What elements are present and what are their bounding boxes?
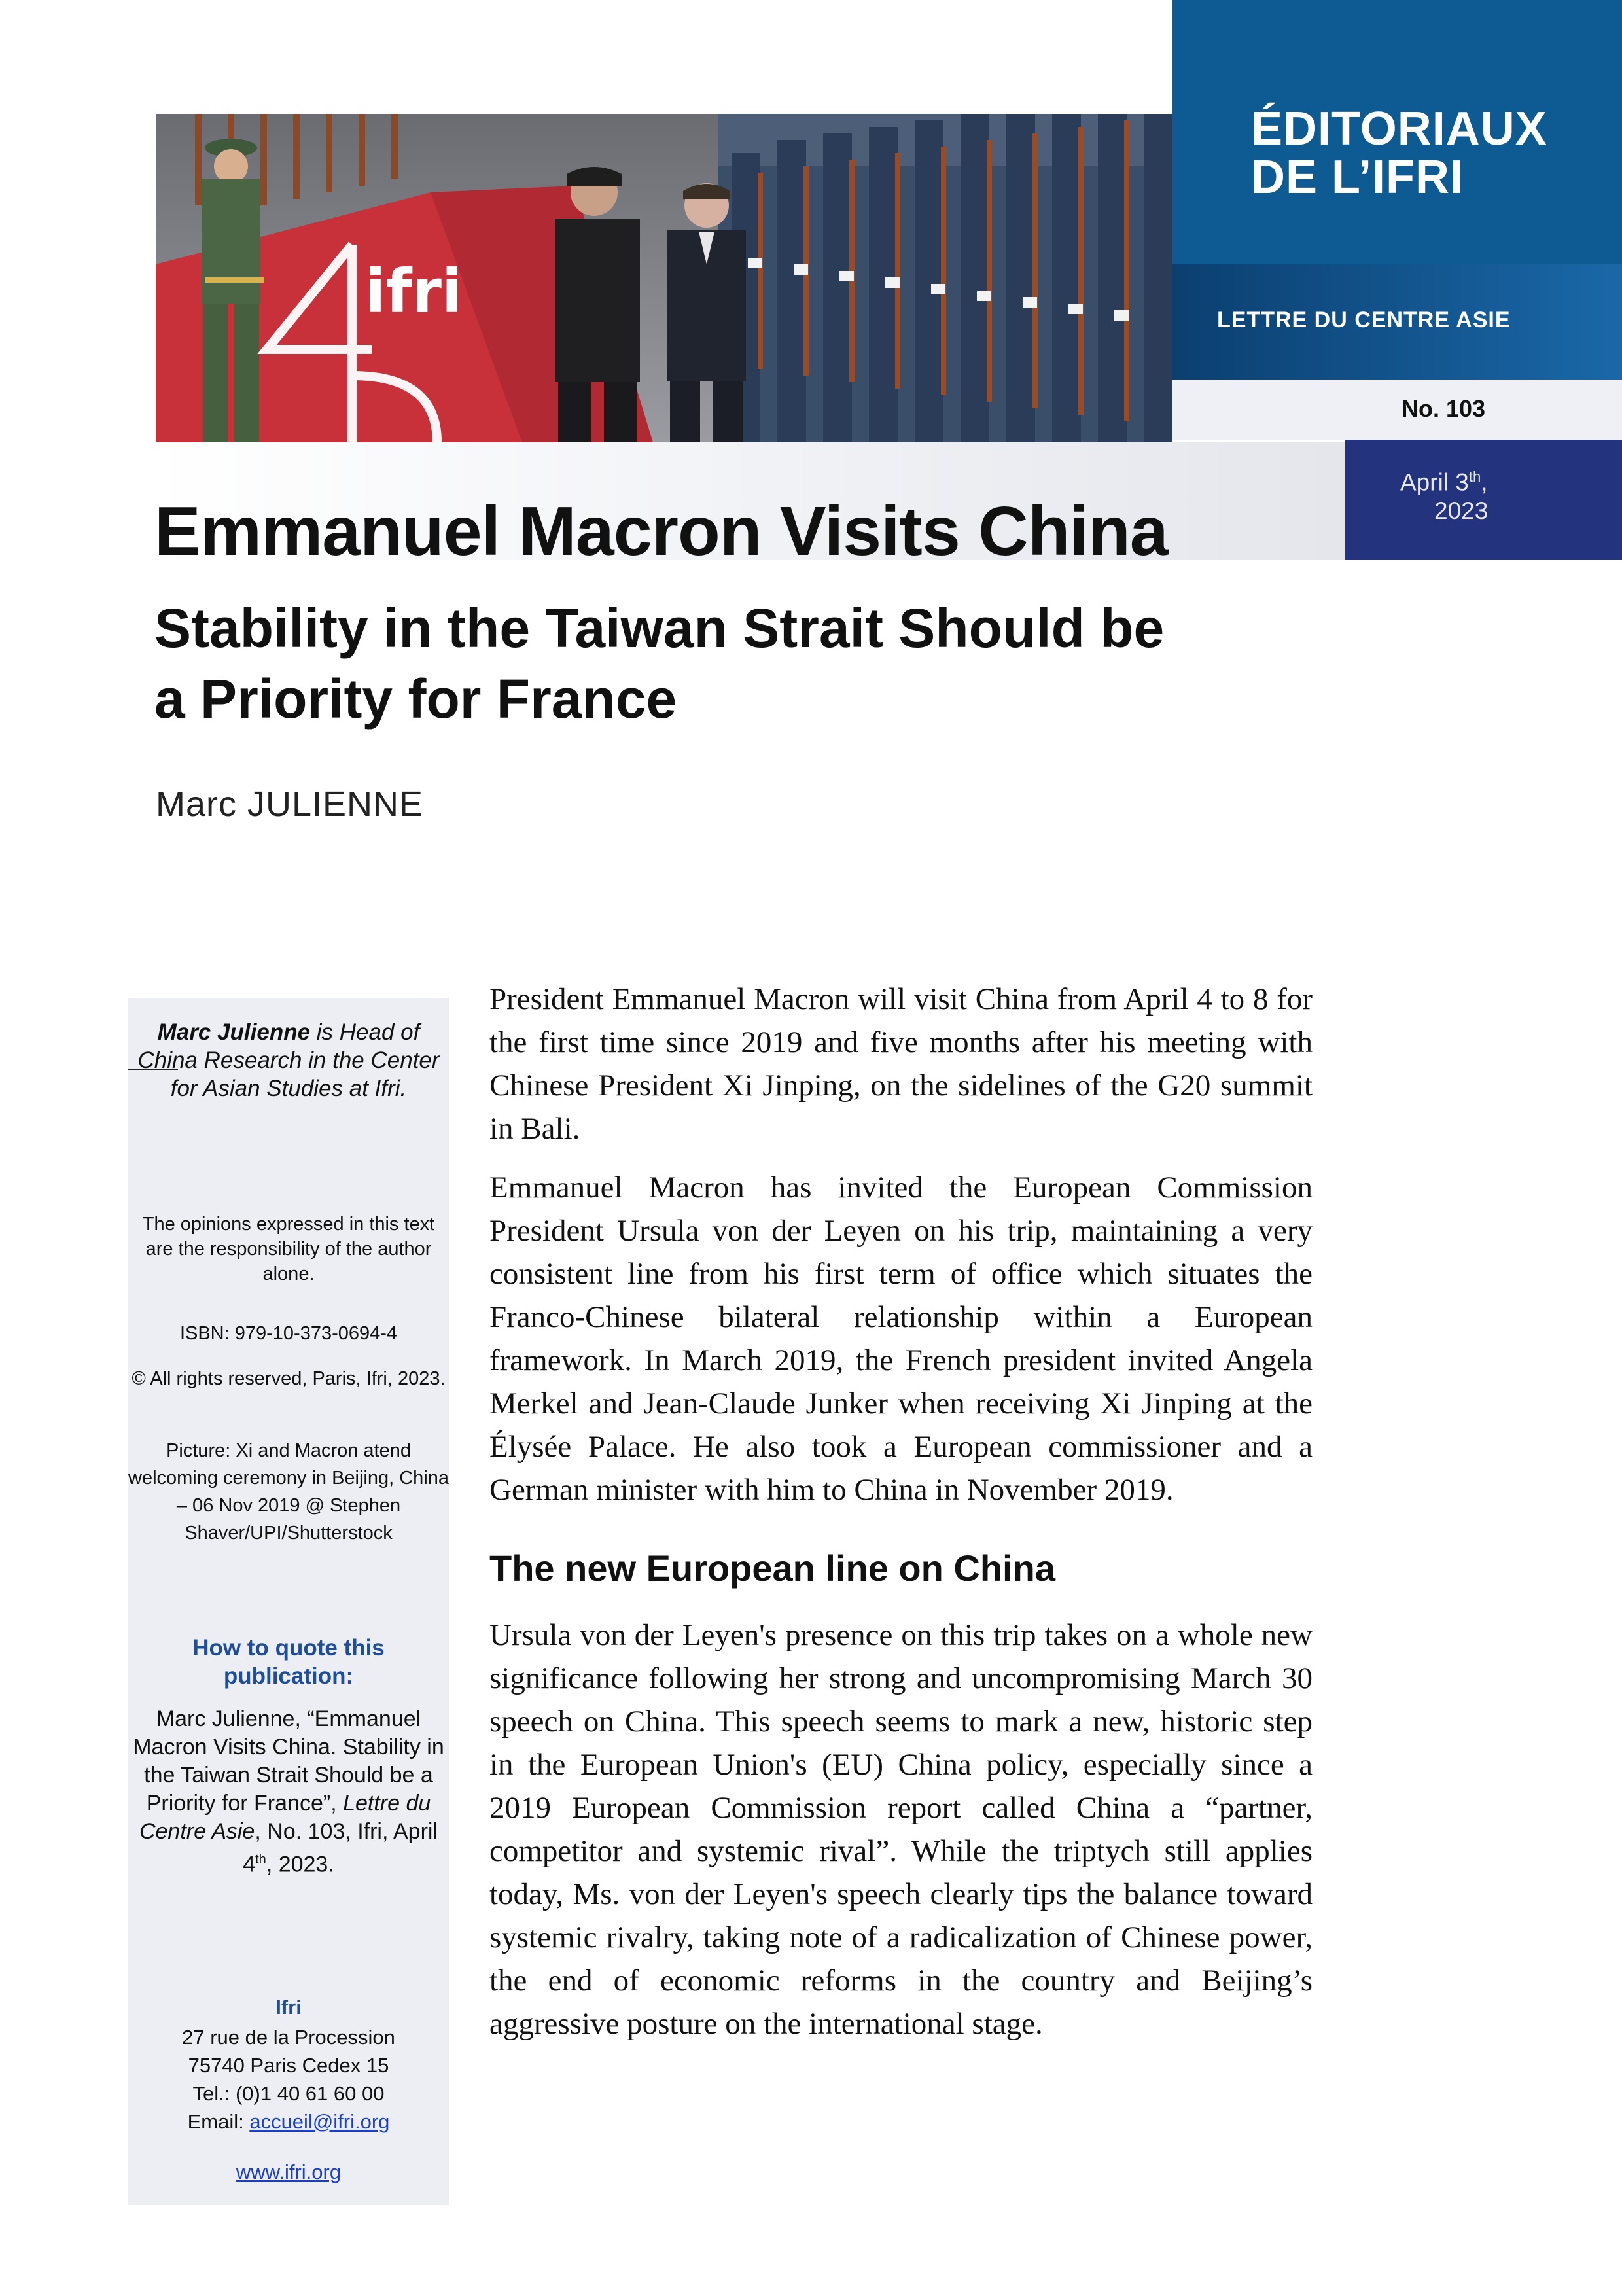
issue-number: No. 103 <box>1402 395 1486 422</box>
picture-credit: Picture: Xi and Macron atend welcoming ceremony in Beijing, China – 06 Nov 2019 @ Stephen Shaver/UPI/Shutterstock <box>128 1440 450 1544</box>
author-bio <box>128 1018 449 1103</box>
citation <box>128 1705 449 1879</box>
citation-part2: , No. 103, Ifri, April 4 <box>243 1819 438 1877</box>
series-title-line2: DE L’IFRI <box>1251 151 1464 203</box>
collection-name: LETTRE DU CENTRE ASIE <box>1217 308 1511 332</box>
page-subtitle <box>154 593 1267 734</box>
paragraph: Emmanuel Macron has invited the European Commission President Ursula von der Leyen on his trip, maintaining a very consistent line from his first term of office which situates the Franco-Chinese bilateral relationship within a European framework. In March 2019, the French president invited Angela Merkel and Jean-Claude Junker when receiving Xi Jinping at the Élysée Palace. He also took a European commissioner and a German minister with him to China in November 2019. <box>489 1171 1313 1507</box>
series-title-line1: ÉDITORIAUX <box>1251 103 1547 155</box>
author-name: Marc JULIENNE <box>156 785 424 824</box>
paragraph: Ursula von der Leyen's presence on this trip takes on a whole new significance following her strong and uncompromising March 30 speech on China. This speech seems to mark a new, historic step in the European Union's (EU) China policy, especially since a 2019 European Commission report called China a “partner, competitor and systemic rival”. While the triptych still applies today, Ms. von der Leyen's speech clearly tips the balance toward systemic rivalry, taking note of a radicalization of Chinese power, the end of economic reforms in the country and Beijing’s aggressive posture on the international stage. <box>489 1618 1313 2041</box>
disclaimer: The opinions expressed in this text are the responsibility of the author alone. <box>142 1214 435 1284</box>
email-link[interactable]: accueil@ifri.org <box>249 2110 390 2133</box>
subtitle-line2: a Priority for France <box>154 668 677 730</box>
email-label: Email: <box>187 2110 250 2133</box>
article-body <box>489 978 1313 2061</box>
date-comma: , <box>1481 468 1488 496</box>
author-bio-text: is Head of China Research in the Center for Asian Studies at Ifri. <box>137 1019 440 1101</box>
citation-part3: , 2023. <box>266 1852 334 1877</box>
email-line <box>128 2108 449 2136</box>
isbn: ISBN: 979-10-373-0694-4 <box>179 1323 398 1344</box>
org-address <box>128 2023 449 2136</box>
citation-italic: Lettre du Centre Asie <box>139 1791 431 1844</box>
subtitle-line1: Stability in the Taiwan Strait Should be <box>154 597 1165 659</box>
org-name: Ifri <box>275 1996 302 2019</box>
phone: Tel.: (0)1 40 61 60 00 <box>192 2082 385 2105</box>
address-line: 75740 Paris Cedex 15 <box>188 2054 389 2077</box>
publication-year: 2023 <box>1434 497 1489 524</box>
series-title <box>1251 103 1547 203</box>
date-suffix: th <box>1468 468 1481 485</box>
paragraph: President Emmanuel Macron will visit China from April 4 to 8 for the first time since 2019 and five months after his meeting with Chinese President Xi Jinping, on the sidelines of the G20 summit in Bali. <box>489 982 1313 1146</box>
how-to-quote-heading: How to quote this publication: <box>192 1635 385 1689</box>
section-heading: The new European line on China <box>489 1547 1055 1589</box>
address-line: 27 rue de la Procession <box>182 2026 395 2049</box>
cover-photo <box>156 114 1172 442</box>
copyright: © All rights reserved, Paris, Ifri, 2023. <box>132 1368 446 1389</box>
author-bio-name: Marc Julienne <box>157 1019 311 1045</box>
website <box>128 2161 449 2184</box>
issue-number-box <box>1172 380 1622 440</box>
website-link[interactable]: www.ifri.org <box>236 2161 342 2183</box>
publication-date <box>1400 468 1488 496</box>
ifri-logo: ifri <box>365 256 463 327</box>
page-title: Emmanuel Macron Visits China <box>154 493 1168 570</box>
ceremony-photo-illustration <box>156 114 1172 442</box>
date-month-day: April 3 <box>1400 468 1469 496</box>
citation-part1: Marc Julienne, “Emmanuel Macron Visits China. Stability in the Taiwan Strait Should be a Priority for France”, <box>133 1706 444 1816</box>
citation-sup: th <box>255 1852 266 1867</box>
